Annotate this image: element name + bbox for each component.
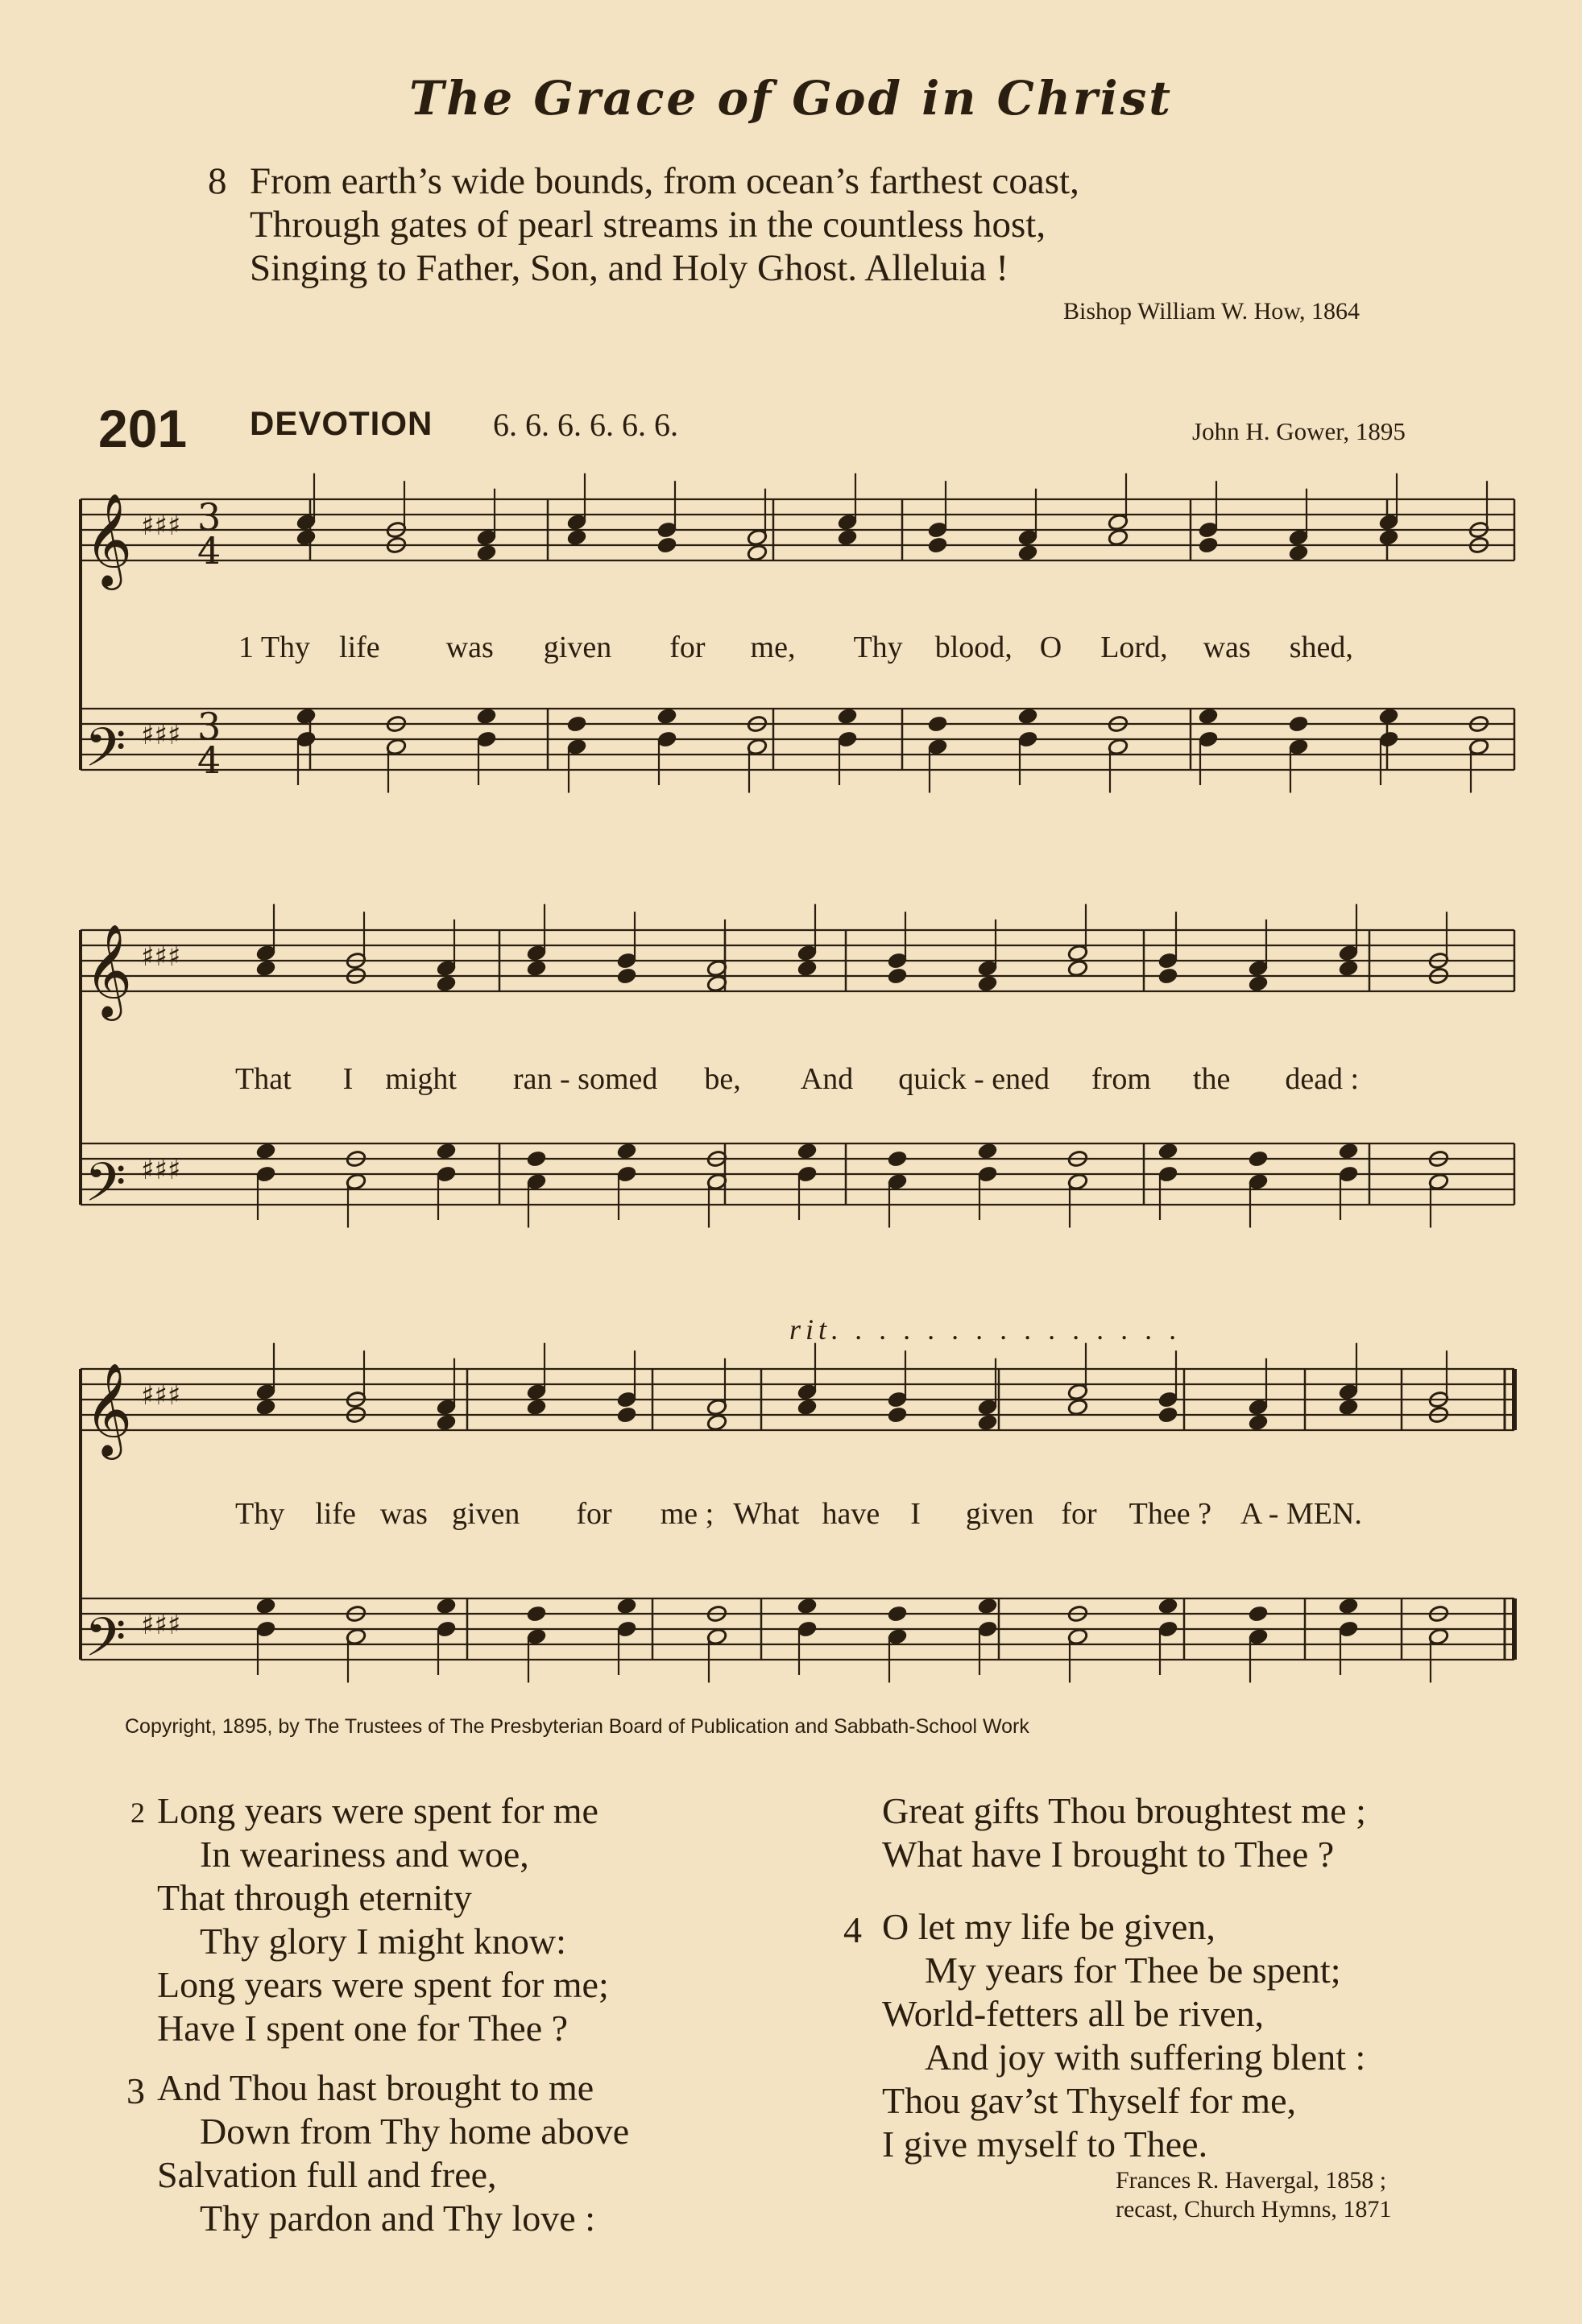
lyric-syllable: life: [339, 631, 380, 664]
note-head: [1248, 1605, 1269, 1623]
note-head: [255, 1142, 276, 1160]
note-head: [296, 528, 317, 547]
lyric-syllable: Lord,: [1100, 631, 1168, 664]
lyric-syllable: Thy: [853, 631, 903, 664]
verse-line: Down from Thy home above: [200, 2111, 630, 2152]
lyric-syllable: O: [1039, 631, 1062, 664]
note-head: [616, 1142, 637, 1160]
lyric-syllable: Thy: [235, 1497, 285, 1531]
note-head: [656, 707, 677, 726]
lyric-syllable: A - MEN.: [1240, 1497, 1362, 1531]
verse-line: In weariness and woe,: [200, 1834, 529, 1875]
lyric-syllable: was: [445, 631, 494, 664]
verse-attribution: [1116, 2166, 1391, 2224]
verse-number: 2: [130, 1797, 145, 1829]
stanza-line: From earth’s wide bounds, from ocean’s farthest coast,: [250, 160, 1079, 202]
verse-line: And joy with suffering blent :: [925, 2037, 1366, 2078]
key-signature: ♯♯♯: [141, 1379, 181, 1412]
verse-line: That through eternity: [157, 1877, 472, 1918]
lyric-syllable: given: [965, 1497, 1034, 1531]
lyric-syllable: have: [822, 1497, 880, 1531]
tempo-marking: rit. . . . . . . . . . . . . . .: [789, 1313, 1182, 1346]
note-head: [797, 1142, 818, 1160]
note-head: [1338, 1142, 1359, 1160]
page-heading: The Grace of God in Christ: [408, 71, 1174, 126]
verse-line: I give myself to Thee.: [882, 2123, 1208, 2165]
stanza-author: Bishop William W. How, 1864: [1063, 298, 1360, 325]
note-head: [1288, 715, 1309, 734]
note-head: [1248, 974, 1269, 993]
attribution-line: recast, Church Hymns, 1871: [1116, 2196, 1392, 2223]
stanza-line: Singing to Father, Son, and Holy Ghost. Alleluia !: [250, 247, 1008, 289]
lyric-syllable: was: [1203, 631, 1251, 664]
verse-line: And Thou hast brought to me: [157, 2067, 594, 2108]
note-head: [656, 536, 677, 555]
note-head: [1017, 707, 1038, 726]
note-head: [887, 967, 908, 986]
lyric-syllable: blood,: [934, 631, 1013, 664]
note-head: [1158, 967, 1178, 986]
lyric-syllable: the: [1192, 1062, 1231, 1096]
lyric-syllable: given: [543, 631, 612, 664]
lyric-syllable: What: [733, 1497, 800, 1531]
lyric-syllable: quick - ened: [898, 1062, 1050, 1096]
note-head: [797, 1398, 818, 1416]
note-head: [1017, 544, 1038, 562]
time-signature: 3: [197, 495, 222, 539]
lyric-syllable: I: [910, 1497, 921, 1531]
verse-number: 3: [126, 2070, 145, 2111]
note-head: [566, 528, 587, 547]
attribution-line: Frances R. Havergal, 1858 ;: [1116, 2167, 1387, 2194]
note-head: [1288, 544, 1309, 562]
note-head: [706, 1413, 727, 1432]
bass-clef: 𝄢: [85, 1607, 126, 1681]
lyric-syllable: That: [235, 1062, 292, 1096]
note-head: [476, 707, 497, 726]
treble-clef: 𝄞: [85, 1362, 133, 1456]
note-head: [1067, 1398, 1088, 1416]
copyright-notice: Copyright, 1895, by The Trustees of The Presbyterian Board of Publication and Sabbath-School Work: [125, 1715, 1029, 1738]
time-signature: 3: [197, 705, 222, 748]
note-head: [927, 536, 948, 555]
lyric-syllable: was: [379, 1497, 428, 1531]
key-signature: ♯♯♯: [141, 719, 181, 751]
lyric-syllable: life: [315, 1497, 356, 1531]
note-head: [1198, 536, 1219, 555]
note-head: [1338, 1597, 1359, 1615]
lyric-syllable: me ;: [660, 1497, 714, 1531]
lyric-syllable: I: [342, 1062, 354, 1096]
note-head: [1378, 528, 1399, 547]
note-head: [1158, 1406, 1178, 1425]
note-head: [797, 959, 818, 978]
tune-name: DEVOTION: [250, 404, 433, 442]
note-head: [436, 974, 457, 993]
time-signature: 4: [197, 738, 222, 782]
lyric-syllable: 1 Thy: [238, 631, 311, 664]
key-signature: ♯♯♯: [141, 510, 181, 542]
verse-number: 4: [843, 1909, 862, 1950]
lyric-syllable: And: [800, 1062, 854, 1096]
verse-line: Great gifts Thou broughtest me ;: [882, 1790, 1366, 1831]
note-head: [1338, 959, 1359, 978]
note-head: [436, 1142, 457, 1160]
verse-line: Thou gav’st Thyself for me,: [882, 2080, 1296, 2121]
note-head: [1338, 1398, 1359, 1416]
note-head: [927, 715, 948, 734]
note-head: [1248, 1413, 1269, 1432]
note-head: [255, 959, 276, 978]
verse-line: Thy glory I might know:: [200, 1921, 566, 1962]
note-head: [747, 544, 768, 562]
note-head: [1108, 528, 1129, 547]
note-head: [887, 1605, 908, 1623]
lyric-syllable: for: [576, 1497, 612, 1531]
note-head: [977, 974, 998, 993]
verse-line: O let my life be given,: [882, 1906, 1215, 1947]
time-signature: 4: [197, 529, 222, 573]
note-head: [837, 528, 858, 547]
verse-line: World-fetters all be riven,: [882, 1993, 1264, 2034]
note-head: [1067, 959, 1088, 978]
lyric-syllable: shed,: [1289, 631, 1353, 664]
treble-clef: 𝄞: [85, 492, 133, 586]
verse-line: Long years were spent for me;: [157, 1964, 609, 2005]
treble-clef: 𝄞: [85, 923, 133, 1017]
lyric-syllable: might: [385, 1062, 457, 1096]
note-head: [296, 707, 317, 726]
note-head: [255, 1597, 276, 1615]
meter: 6. 6. 6. 6. 6. 6.: [493, 407, 678, 443]
note-head: [837, 707, 858, 726]
verse-line: My years for Thee be spent;: [925, 1950, 1341, 1991]
lyrics-line-1: [238, 630, 1385, 665]
key-signature: ♯♯♯: [141, 1154, 181, 1186]
lyric-syllable: me,: [750, 631, 796, 664]
note-head: [1248, 1150, 1269, 1168]
note-head: [1158, 1142, 1178, 1160]
bass-clef: 𝄢: [85, 1152, 126, 1226]
lyric-syllable: Thee ?: [1129, 1497, 1211, 1531]
key-signature: ♯♯♯: [141, 941, 181, 973]
lyric-syllable: from: [1091, 1062, 1151, 1096]
note-head: [436, 1413, 457, 1432]
lyric-syllable: be,: [704, 1062, 741, 1096]
note-head: [1198, 707, 1219, 726]
lyric-syllable: for: [669, 631, 706, 664]
verse-line: Have I spent one for Thee ?: [157, 2008, 569, 2049]
key-signature: ♯♯♯: [141, 1609, 181, 1641]
note-head: [526, 959, 547, 978]
verse-line: What have I brought to Thee ?: [882, 1834, 1335, 1875]
note-head: [476, 544, 497, 562]
note-head: [566, 715, 587, 734]
lyrics-line-2: [235, 1061, 1391, 1097]
note-head: [797, 1597, 818, 1615]
note-head: [887, 1150, 908, 1168]
verse-line: Thy pardon and Thy love :: [200, 2198, 595, 2239]
lyric-syllable: for: [1061, 1497, 1097, 1531]
note-head: [526, 1605, 547, 1623]
verse-line: Salvation full and free,: [157, 2154, 497, 2195]
note-head: [1158, 1597, 1178, 1615]
note-head: [887, 1406, 908, 1425]
lyrics-line-3: [235, 1496, 1394, 1532]
hymn-number: 201: [98, 399, 188, 458]
lyric-syllable: dead :: [1285, 1062, 1360, 1096]
note-head: [616, 1406, 637, 1425]
stanza-line: Through gates of pearl streams in the countless host,: [250, 204, 1046, 246]
note-head: [255, 1398, 276, 1416]
lyric-syllable: given: [451, 1497, 520, 1531]
note-head: [977, 1413, 998, 1432]
lyric-syllable: ran - somed: [512, 1062, 658, 1096]
note-head: [436, 1597, 457, 1615]
verse-line: Long years were spent for me: [157, 1790, 598, 1831]
note-head: [977, 1597, 998, 1615]
note-head: [977, 1142, 998, 1160]
note-head: [616, 967, 637, 986]
bass-clef: 𝄢: [85, 717, 126, 792]
note-head: [1378, 707, 1399, 726]
note-head: [616, 1597, 637, 1615]
stanza-number: 8: [208, 160, 227, 202]
note-head: [526, 1398, 547, 1416]
composer: John H. Gower, 1895: [1192, 417, 1406, 445]
note-head: [526, 1150, 547, 1168]
